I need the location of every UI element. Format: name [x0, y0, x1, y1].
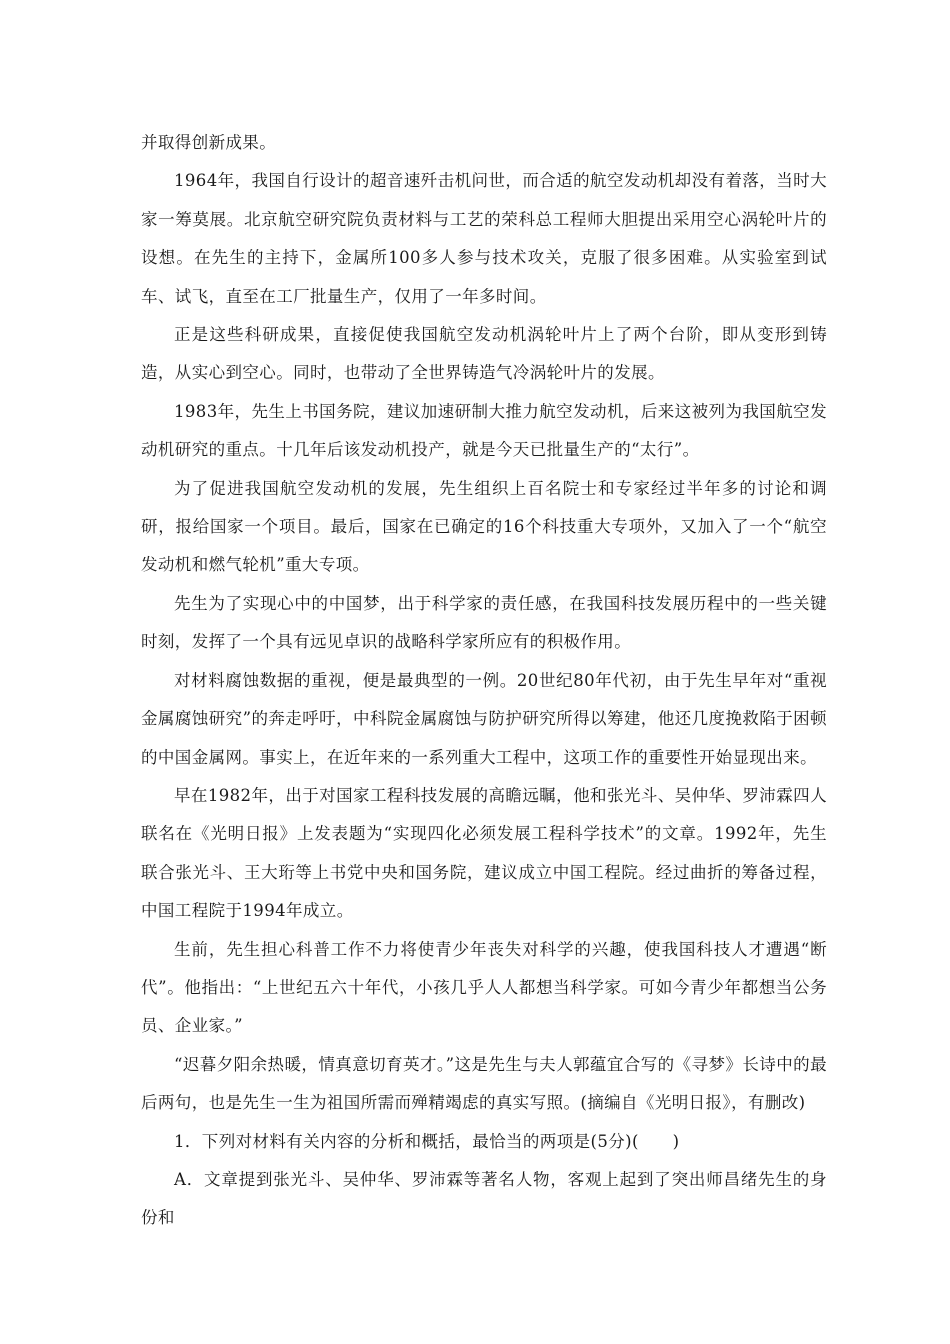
question-1: 1．下列对材料有关内容的分析和概括，最恰当的两项是(5分)( )	[174, 1131, 680, 1151]
paragraph-strategic-scientist: 先生为了实现心中的中国梦，出于科学家的责任感，在我国科技发展历程中的一些关键时刻，发挥了一个具有远见卓识的战略科学家所应有的积极作用。	[141, 593, 827, 652]
paragraph-major-project: 为了促进我国航空发动机的发展，先生组织上百名院士和专家经过半年多的讨论和调研，报给国家一个项目。最后，国家在已确定的16个科技重大专项外，又加入了一个“航空发动机和燃气轮机”重大专项。	[141, 478, 827, 575]
paragraph-corrosion-data: 对材料腐蚀数据的重视，便是最典型的一例。20世纪80年代初，由于先生早年对“重视金属腐蚀研究”的奔走呼吁，中科院金属腐蚀与防护研究所得以筹建，他还几度挽救陷于困顿的中国金属网。事实上，在近年来的一系列重大工程中，这项工作的重要性开始显现出来。	[141, 670, 827, 767]
paragraph-1983-proposal: 1983年，先生上书国务院，建议加速研制大推力航空发动机，后来这被列为我国航空发动机研究的重点。十几年后该发动机投产，就是今天已批量生产的“太行”。	[141, 401, 827, 460]
paragraph-engineering-academy: 早在1982年，出于对国家工程科技发展的高瞻远瞩，他和张光斗、吴仲华、罗沛霖四人联名在《光明日报》上发表题为“实现四化必须发展工程科学技术”的文章。1992年，先生联合张光斗、王大珩等上书党中央和国务院，建议成立中国工程院。经过曲折的筹备过程，中国工程院于1994年成立。	[141, 785, 827, 921]
paragraph-research-results: 正是这些科研成果，直接促使我国航空发动机涡轮叶片上了两个台阶，即从变形到铸造，从实心到空心。同时，也带动了全世界铸造气冷涡轮叶片的发展。	[141, 325, 827, 383]
paragraph-1964-engine: 1964年，我国自行设计的超音速歼击机问世，而合适的航空发动机却没有着落，当时大家一筹莫展。北京航空研究院负责材料与工艺的荣科总工程师大胆提出采用空心涡轮叶片的设想。在先生的主持下，金属所100多人参与技术攻关，克服了很多困难。从实验室到试车、试飞，直至在工厂批量生产，仅用了一年多时间。	[141, 171, 827, 306]
option-a: A．文章提到张光斗、吴仲华、罗沛霖等著名人物，客观上起到了突出师昌绪先生的身份和	[141, 1169, 827, 1228]
document-body	[141, 124, 827, 1238]
paragraph-poem-quote: “迟暮夕阳余热暖，情真意切育英才。”这是先生与夫人郭蕴宜合写的《寻梦》长诗中的最后两句，也是先生一生为祖国所需而殚精竭虑的真实写照。(摘编自《光明日报》，有删改)	[141, 1054, 827, 1113]
paragraph-science-popularization: 生前，先生担心科普工作不力将使青少年丧失对科学的兴趣，使我国科技人才遭遇“断代”。他指出：“上世纪五六十年代，小孩几乎人人都想当科学家。可如今青少年都想当公务员、企业家。”	[141, 939, 827, 1036]
paragraph-continuation: 并取得创新成果。	[141, 133, 277, 152]
